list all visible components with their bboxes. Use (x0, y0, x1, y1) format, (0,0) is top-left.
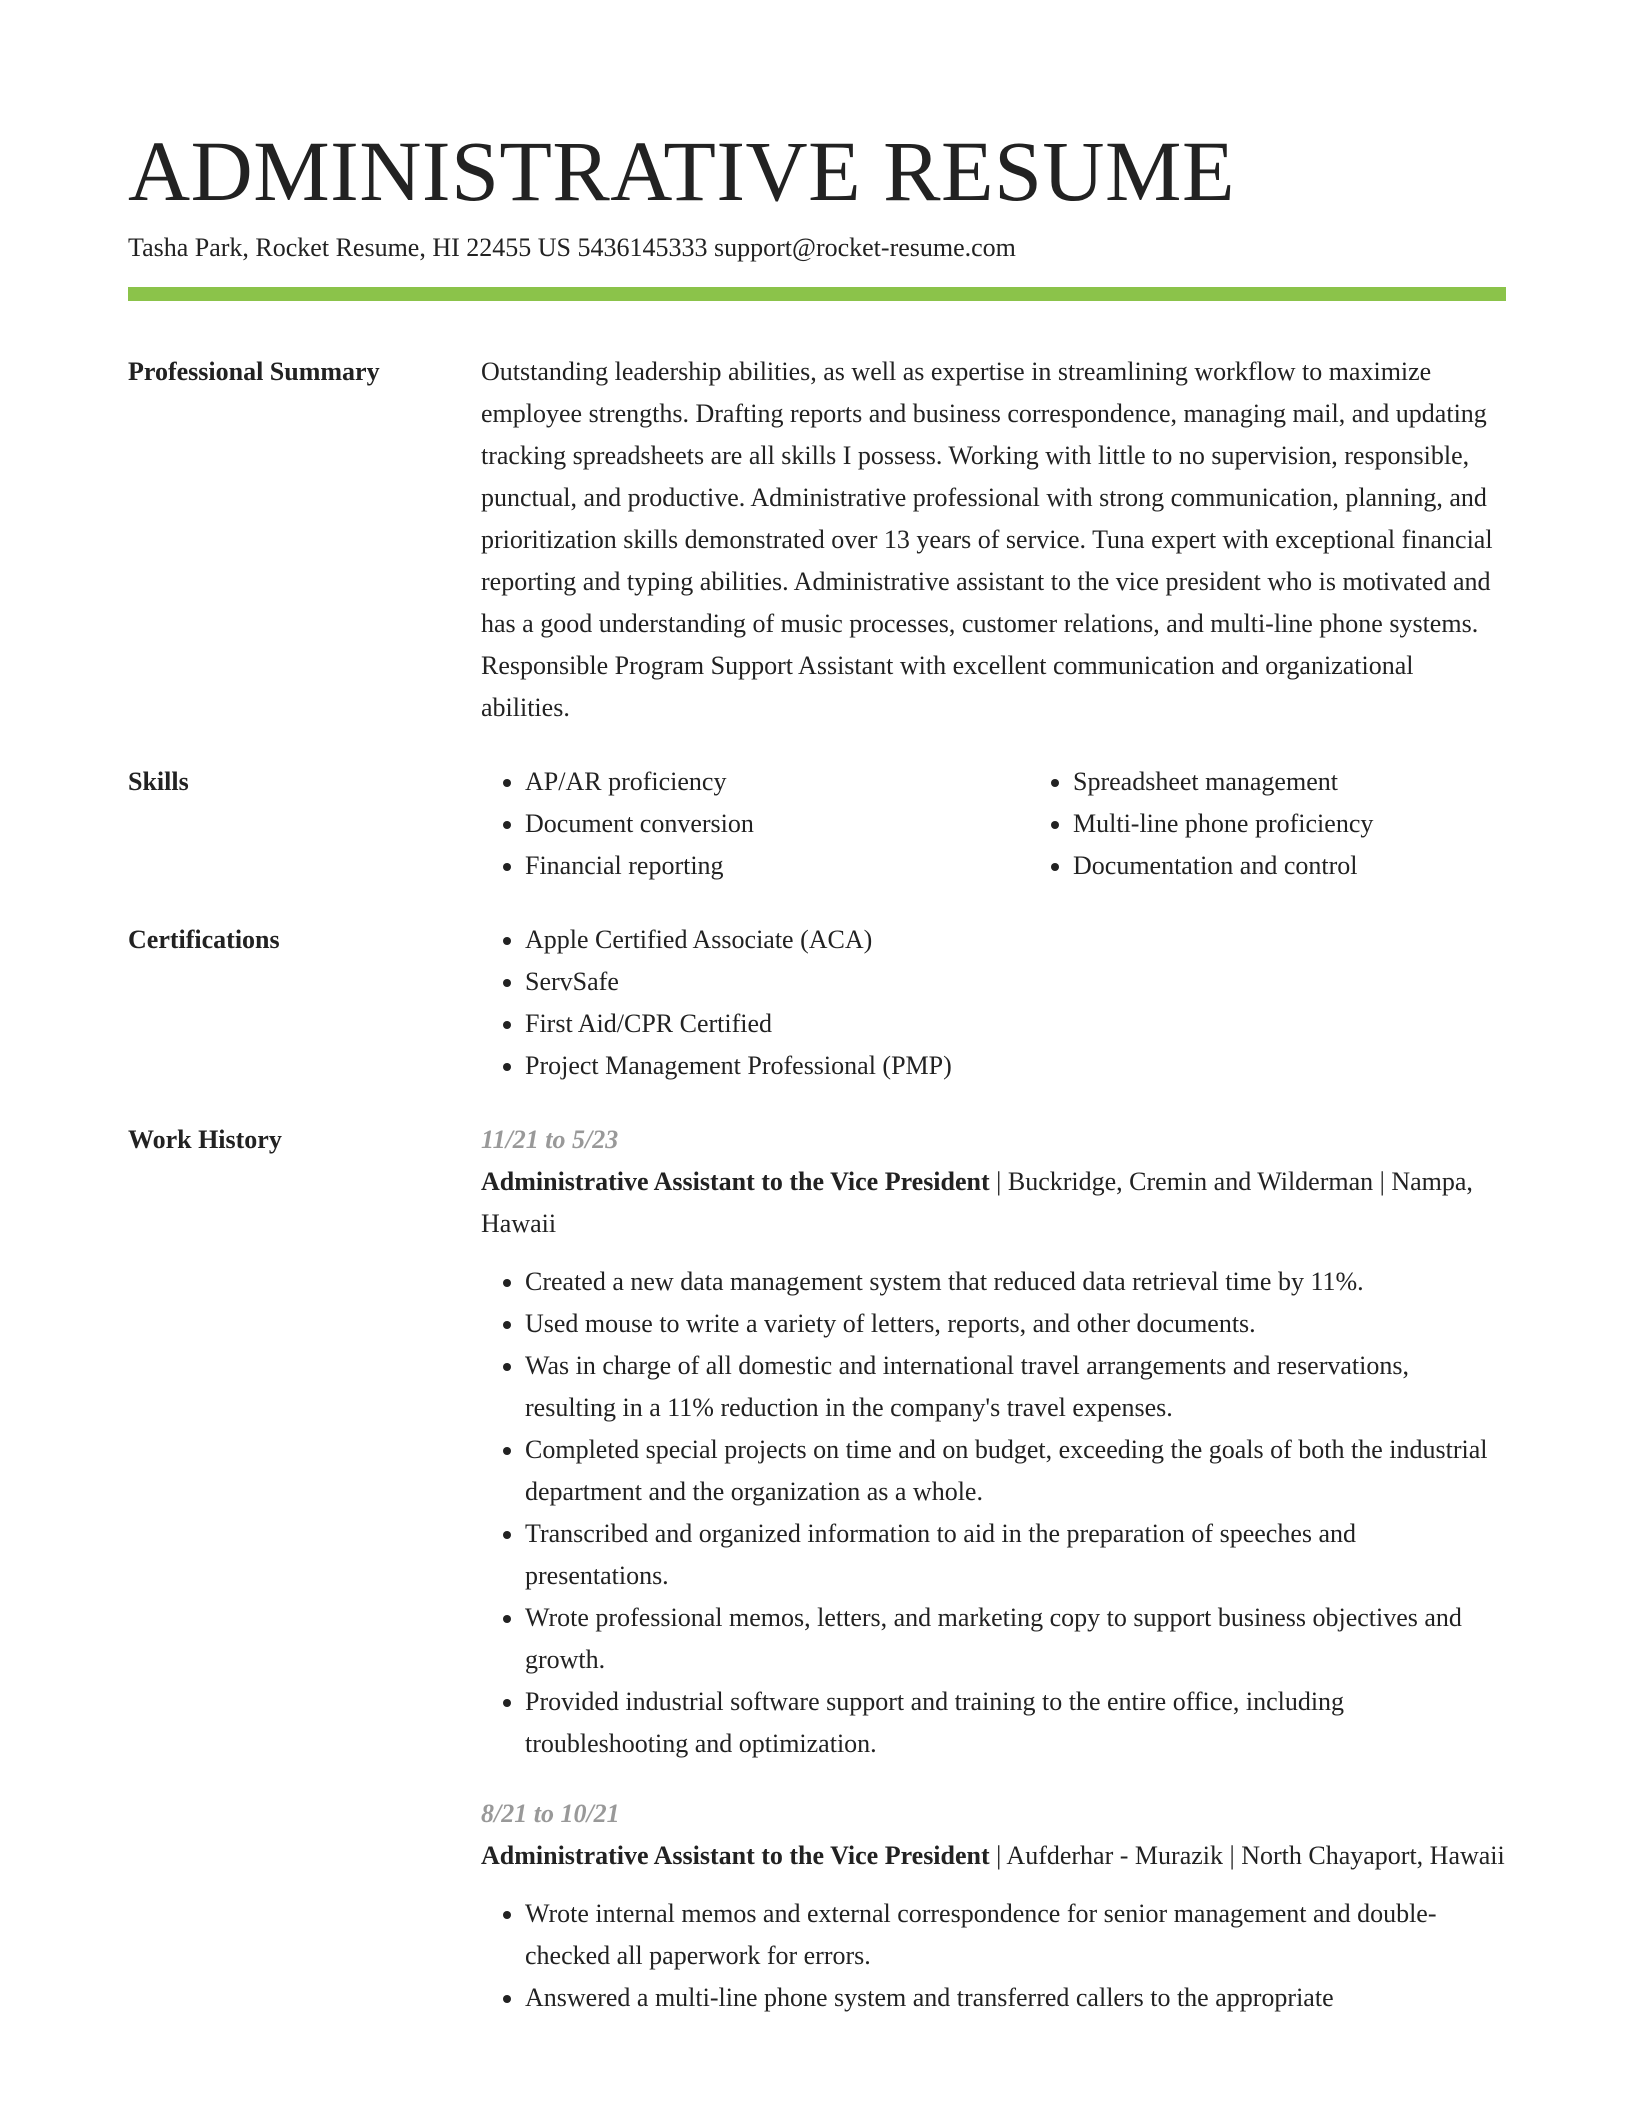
job-entry (481, 1119, 1506, 1765)
skill-item: • Document conversion (525, 803, 1029, 845)
job-dates: 11/21 to 5/23 (481, 1125, 619, 1154)
skills-body (481, 761, 1577, 887)
job-bullets (481, 1261, 1506, 1765)
job-bullet: • Provided industrial software support and training to the entire office, including troubleshooting and optimization. (525, 1681, 1506, 1765)
job-details: | Buckridge, Cremin and Wilderman | Nampa, Hawaii (481, 1167, 1473, 1238)
skill-item: • Documentation and control (1073, 845, 1577, 887)
work-history-label: Work History (128, 1125, 282, 1154)
job-title: Administrative Assistant to the Vice President (481, 1841, 990, 1870)
job-bullet: • Wrote internal memos and external correspondence for senior management and double-checked all paperwork for errors. (525, 1893, 1506, 1977)
accent-divider (128, 287, 1506, 301)
job-bullet: • Used mouse to write a variety of letters, reports, and other documents. (525, 1303, 1506, 1345)
skills-list-left (481, 761, 1029, 887)
skill-item: • Spreadsheet management (1073, 761, 1577, 803)
certifications-section (128, 919, 1506, 1087)
skills-label: Skills (128, 767, 189, 796)
job-title: Administrative Assistant to the Vice President (481, 1167, 990, 1196)
summary-section (128, 351, 1506, 729)
certification-item: • Apple Certified Associate (ACA) (525, 919, 1506, 961)
job-bullet: • Was in charge of all domestic and international travel arrangements and reservations, resulting in a 11% reduction in the company's travel expenses. (525, 1345, 1506, 1429)
certifications-label: Certifications (128, 925, 280, 954)
work-history-section (128, 1119, 1506, 2047)
work-history-body (481, 1119, 1506, 2047)
skills-list-right (1029, 761, 1577, 887)
contact-line: Tasha Park, Rocket Resume, HI 22455 US 5436145333 support@rocket-resume.com (128, 233, 1016, 262)
skill-item: • Multi-line phone proficiency (1073, 803, 1577, 845)
job-details: | Aufderhar - Murazik | North Chayaport, Hawaii (989, 1841, 1505, 1870)
job-heading (481, 1835, 1506, 1877)
certification-item: • ServSafe (525, 961, 1506, 1003)
job-bullet: • Created a new data management system that reduced data retrieval time by 11%. (525, 1261, 1506, 1303)
resume-sections (128, 351, 1506, 2079)
job-bullet: • Answered a multi-line phone system and transferred callers to the appropriate (525, 1977, 1506, 2019)
skill-item: • AP/AR proficiency (525, 761, 1029, 803)
resume-title: ADMINISTRATIVE RESUME (128, 123, 1235, 219)
job-bullet: • Transcribed and organized information to aid in the preparation of speeches and presentations. (525, 1513, 1506, 1597)
job-entry (481, 1793, 1506, 2019)
job-bullet: • Wrote professional memos, letters, and marketing copy to support business objectives and growth. (525, 1597, 1506, 1681)
summary-label: Professional Summary (128, 357, 380, 386)
summary-body (481, 351, 1506, 729)
skills-section (128, 761, 1506, 887)
certification-item: • Project Management Professional (PMP) (525, 1045, 1506, 1087)
job-heading (481, 1161, 1506, 1245)
skill-item: • Financial reporting (525, 845, 1029, 887)
job-dates: 8/21 to 10/21 (481, 1799, 620, 1828)
job-bullet: • Completed special projects on time and on budget, exceeding the goals of both the industrial department and the organization as a whole. (525, 1429, 1506, 1513)
summary-text: Outstanding leadership abilities, as well as expertise in streamlining workflow to maximize employee strengths. Drafting reports and business correspondence, managing mail, and updating tracking spreadsheets are all skills I possess. Working with little to no supervision, responsible, punctual, and productive. Administrative professional with strong communication, planning, and prioritization skills demonstrated over 13 years of service. Tuna expert with exceptional financial reporting and typing abilities. Administrative assistant to the vice president who is motivated and has a good understanding of music processes, customer relations, and multi-line phone systems. Responsible Program Support Assistant with excellent communication and organizational abilities. (481, 357, 1493, 722)
certification-item: • First Aid/CPR Certified (525, 1003, 1506, 1045)
certifications-list (481, 919, 1506, 1087)
certifications-body (481, 919, 1506, 1087)
job-bullets (481, 1893, 1506, 2019)
